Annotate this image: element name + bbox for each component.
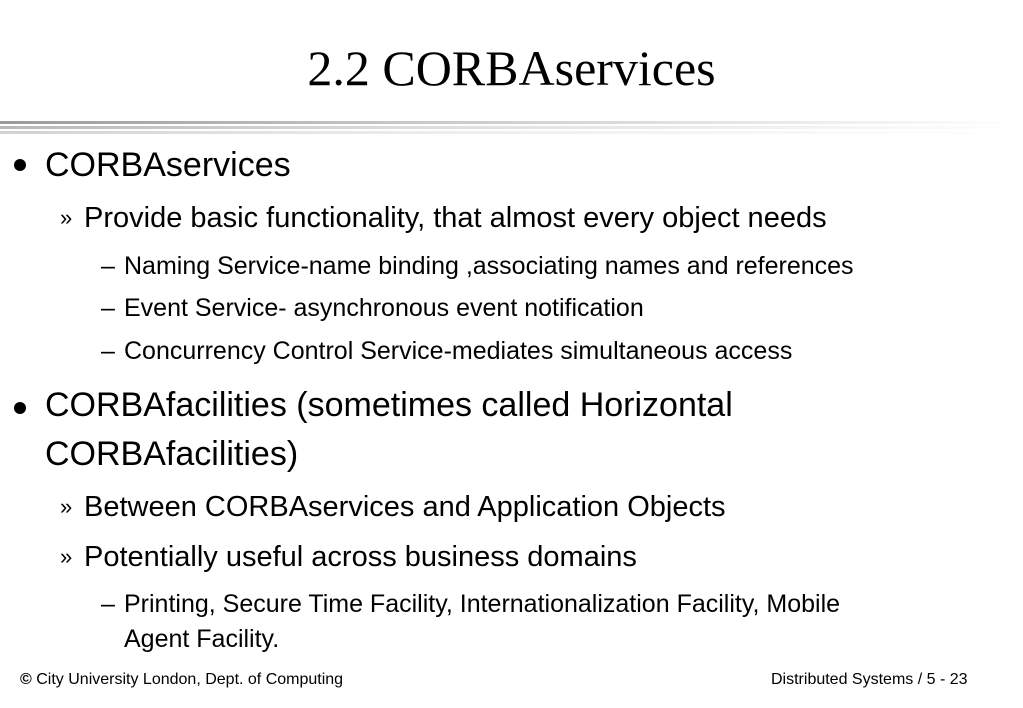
bullet-icon: [14, 159, 26, 171]
chevron-marker-icon: »: [60, 544, 73, 569]
footer-left: [20, 670, 343, 690]
copyright-icon: ©: [20, 671, 32, 688]
list-item-level1-continuation: CORBAfacilities): [45, 435, 299, 473]
list-item-level2: Potentially useful across business domains: [84, 541, 637, 573]
list-item-level3: Printing, Secure Time Facility, Internationalization Facility, Mobile: [124, 590, 841, 618]
chevron-marker-icon: »: [60, 205, 73, 230]
dash-marker-icon: –: [101, 590, 115, 618]
list-item-level3: Event Service- asynchronous event notification: [124, 294, 644, 322]
list-item-level3-continuation: Agent Facility.: [124, 625, 280, 653]
title-divider: [0, 121, 1023, 137]
footer-page-info: Distributed Systems / 5 - 23: [771, 671, 968, 688]
list-item-level1: CORBAfacilities (sometimes called Horizontal: [45, 386, 733, 424]
list-item-level3: Concurrency Control Service-mediates simultaneous access: [124, 337, 793, 365]
bullet-icon: [14, 402, 26, 414]
footer-organization: City University London, Dept. of Computing: [36, 671, 344, 688]
list-item-level2: Provide basic functionality, that almost every object needs: [84, 202, 827, 234]
list-item-level1: CORBAservices: [45, 146, 291, 184]
chevron-marker-icon: »: [60, 494, 73, 519]
list-item-level3: Naming Service-name binding ,associating names and references: [124, 252, 854, 280]
list-item-level2: Between CORBAservices and Application Objects: [84, 491, 726, 523]
dash-marker-icon: –: [101, 337, 115, 365]
dash-marker-icon: –: [101, 252, 115, 280]
slide-title: 2.2 CORBAservices: [307, 40, 716, 96]
dash-marker-icon: –: [101, 294, 115, 322]
